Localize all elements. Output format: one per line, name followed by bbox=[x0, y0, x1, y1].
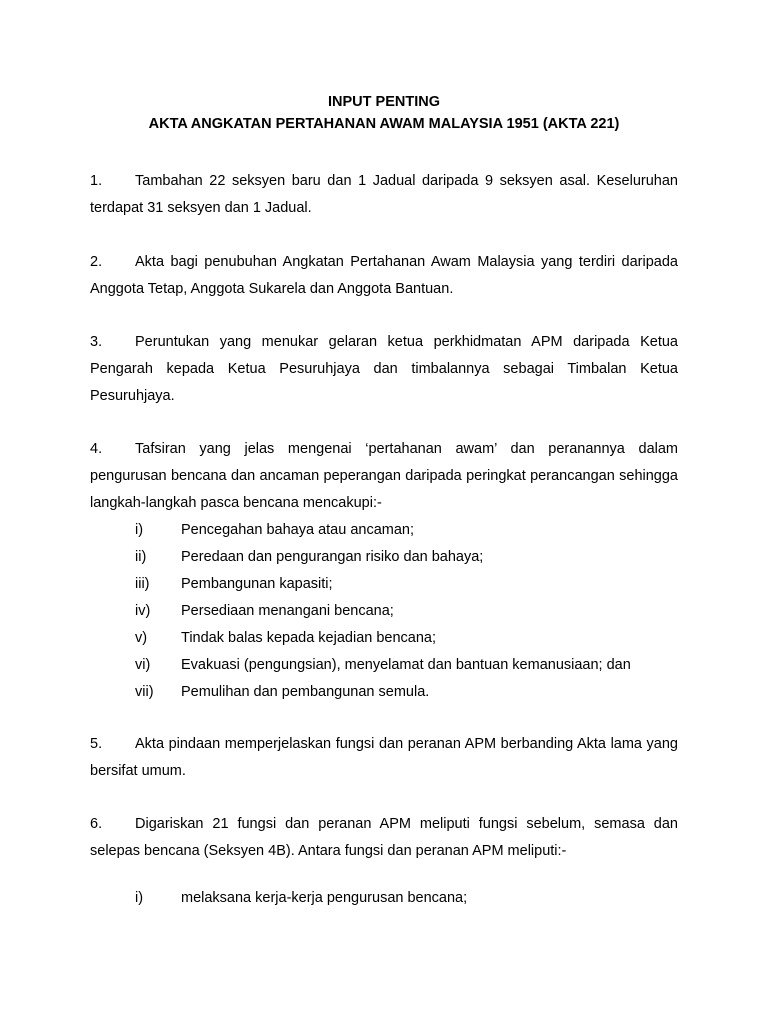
list-item-number: vi) bbox=[135, 657, 151, 673]
list-item-number: v) bbox=[135, 630, 148, 646]
list-item bbox=[135, 517, 678, 544]
list-item bbox=[135, 679, 678, 706]
paragraph-6 bbox=[90, 811, 678, 865]
list-item-number: vii) bbox=[135, 684, 154, 700]
document-heading bbox=[0, 91, 768, 135]
list-item bbox=[135, 885, 678, 912]
paragraph-number: 5. bbox=[90, 736, 103, 752]
list-paragraph-6 bbox=[135, 885, 678, 912]
paragraph-text: Tambahan 22 seksyen baru dan 1 Jadual daripada 9 seksyen asal. Keseluruhan terdapat 31 seksyen dan 1 Jadual. bbox=[90, 173, 678, 216]
paragraph-5 bbox=[90, 731, 678, 785]
document-title: INPUT PENTING bbox=[328, 94, 440, 110]
list-item bbox=[135, 598, 678, 625]
list-item-text: Evakuasi (pengungsian), menyelamat dan bantuan kemanusiaan; dan bbox=[181, 657, 631, 673]
list-item-number: iv) bbox=[135, 603, 151, 619]
paragraph-text: Akta pindaan memperjelaskan fungsi dan peranan APM berbanding Akta lama yang bersifat umum. bbox=[90, 736, 678, 779]
paragraph-1 bbox=[90, 168, 678, 222]
list-item-text: Persediaan menangani bencana; bbox=[181, 603, 394, 619]
list-item bbox=[135, 652, 678, 679]
document-subtitle: AKTA ANGKATAN PERTAHANAN AWAM MALAYSIA 1951 (AKTA 221) bbox=[148, 116, 620, 132]
list-paragraph-4 bbox=[135, 517, 678, 706]
paragraph-number: 1. bbox=[90, 173, 103, 189]
list-item bbox=[135, 625, 678, 652]
list-item-number: ii) bbox=[135, 549, 147, 565]
list-item-text: Pembangunan kapasiti; bbox=[181, 576, 333, 592]
list-item-number: i) bbox=[135, 522, 144, 538]
paragraph-number: 2. bbox=[90, 254, 103, 270]
list-item-text: melaksana kerja-kerja pengurusan bencana; bbox=[181, 890, 468, 906]
paragraph-number: 4. bbox=[90, 441, 103, 457]
list-item-number: i) bbox=[135, 890, 144, 906]
paragraph-2 bbox=[90, 249, 678, 303]
list-item-number: iii) bbox=[135, 576, 150, 592]
paragraph-text: Akta bagi penubuhan Angkatan Pertahanan Awam Malaysia yang terdiri daripada Anggota Tetap, Anggota Sukarela dan Anggota Bantuan. bbox=[90, 254, 678, 297]
list-item-text: Pencegahan bahaya atau ancaman; bbox=[181, 522, 414, 538]
list-item-text: Peredaan dan pengurangan risiko dan bahaya; bbox=[181, 549, 484, 565]
paragraph-number: 3. bbox=[90, 334, 103, 350]
paragraph-text: Tafsiran yang jelas mengenai ‘pertahanan awam’ dan peranannya dalam pengurusan bencana dan ancaman peperangan daripada peringkat perancangan sehingga langkah-langkah pasca bencana mencakupi:- bbox=[90, 441, 678, 511]
list-item bbox=[135, 571, 678, 598]
paragraph-text: Peruntukan yang menukar gelaran ketua perkhidmatan APM daripada Ketua Pengarah kepada Ketua Pesuruhjaya dan timbalannya sebagai Timbalan Ketua Pesuruhjaya. bbox=[90, 334, 678, 404]
paragraph-text: Digariskan 21 fungsi dan peranan APM meliputi fungsi sebelum, semasa dan selepas bencana (Seksyen 4B). Antara fungsi dan peranan APM meliputi:- bbox=[90, 816, 678, 859]
list-item-text: Tindak balas kepada kejadian bencana; bbox=[181, 630, 437, 646]
list-item bbox=[135, 544, 678, 571]
paragraph-3 bbox=[90, 329, 678, 410]
paragraph-number: 6. bbox=[90, 816, 103, 832]
list-item-text: Pemulihan dan pembangunan semula. bbox=[181, 684, 430, 700]
paragraph-4 bbox=[90, 436, 678, 517]
